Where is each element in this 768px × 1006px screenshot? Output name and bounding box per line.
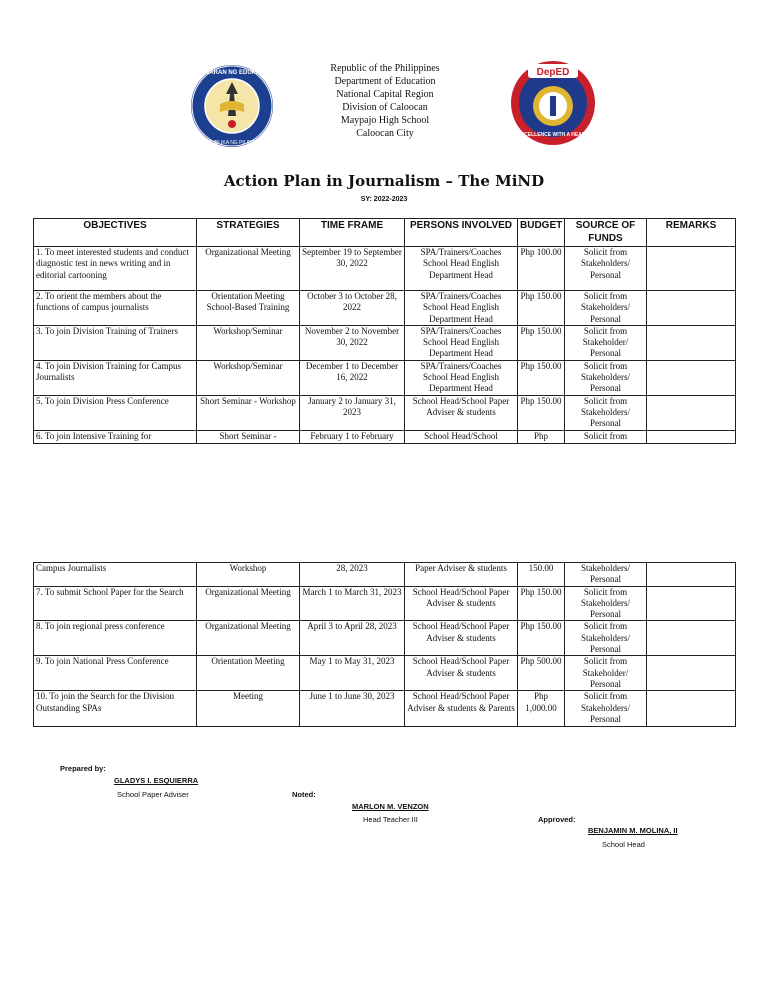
objective-cell: 10. To join the Search for the Division Outstanding SPAs bbox=[34, 691, 197, 727]
time-frame-cell: May 1 to May 31, 2023 bbox=[300, 656, 405, 691]
objective-cell: 2. To orient the members about the functions of campus journalists bbox=[34, 291, 197, 326]
strategy-cell: Orientation Meeting School-Based Training bbox=[197, 291, 300, 326]
noted-title: Head Teacher III bbox=[363, 815, 418, 824]
strategy-cell: Organizational Meeting bbox=[197, 586, 300, 621]
remarks-cell bbox=[647, 291, 736, 326]
objective-cell: 6. To join Intensive Training for bbox=[34, 430, 197, 443]
deped-motto: EXCELLENCE WITH A HEART bbox=[517, 132, 589, 138]
time-frame-cell: February 1 to February bbox=[300, 430, 405, 443]
source-cell: Solicit from Stakeholders/ Personal bbox=[565, 621, 647, 656]
persons-cell: School Head/School Paper Adviser & students & Parents bbox=[405, 691, 518, 727]
strategy-cell: Short Seminar - bbox=[197, 430, 300, 443]
header-line: National Capital Region bbox=[336, 89, 434, 100]
strategy-cell: Workshop bbox=[197, 563, 300, 587]
header-line: Division of Caloocan bbox=[342, 102, 428, 113]
table-row bbox=[34, 656, 736, 691]
remarks-cell bbox=[647, 360, 736, 395]
persons-cell: SPA/Trainers/Coaches School Head English Department Head bbox=[405, 291, 518, 326]
action-plan-table-part1 bbox=[33, 218, 736, 444]
table-row bbox=[34, 360, 736, 395]
table-header-row bbox=[34, 219, 736, 247]
objective-cell: 1. To meet interested students and conduct diagnostic test in news writing and in editorial cartooning bbox=[34, 247, 197, 291]
source-cell: Solicit from bbox=[565, 430, 647, 443]
objective-cell: 4. To join Division Training for Campus Journalists bbox=[34, 360, 197, 395]
persons-cell: School Head/School bbox=[405, 430, 518, 443]
approved-name: BENJAMIN M. MOLINA, II bbox=[588, 826, 678, 835]
source-cell: Solicit from Stakeholders/ Personal bbox=[565, 395, 647, 430]
budget-cell: Php 150.00 bbox=[518, 621, 565, 656]
letterhead bbox=[290, 62, 480, 140]
header-line: Caloocan City bbox=[356, 128, 414, 139]
objective-cell: 3. To join Division Training of Trainers bbox=[34, 325, 197, 360]
source-cell: Solicit from Stakeholders/ Personal bbox=[565, 586, 647, 621]
source-cell: Solicit from Stakeholders/ Personal bbox=[565, 360, 647, 395]
prepared-by-name: GLADYS I. ESQUIERRA bbox=[114, 776, 199, 785]
strategy-cell: Workshop/Seminar bbox=[197, 325, 300, 360]
remarks-cell bbox=[647, 656, 736, 691]
remarks-cell bbox=[647, 247, 736, 291]
time-frame-cell: October 3 to October 28, 2022 bbox=[300, 291, 405, 326]
header-line: Republic of the Philippines bbox=[330, 63, 440, 74]
approved-label: Approved: bbox=[538, 815, 576, 824]
time-frame-cell: November 2 to November 30, 2022 bbox=[300, 325, 405, 360]
remarks-cell bbox=[647, 563, 736, 587]
budget-cell: Php 150.00 bbox=[518, 395, 565, 430]
table-row bbox=[34, 247, 736, 291]
budget-cell: Php 1,000.00 bbox=[518, 691, 565, 727]
strategy-cell: Organizational Meeting bbox=[197, 247, 300, 291]
approved-title: School Head bbox=[602, 840, 645, 849]
noted-name: MARLON M. VENZON bbox=[352, 802, 429, 811]
time-frame-cell: September 19 to September 30, 2022 bbox=[300, 247, 405, 291]
budget-cell: Php 150.00 bbox=[518, 586, 565, 621]
header-source-of-funds: SOURCE OF FUNDS bbox=[565, 219, 647, 247]
school-year: SY: 2022-2023 bbox=[360, 196, 408, 203]
noted-label: Noted: bbox=[292, 790, 316, 799]
budget-cell: 150.00 bbox=[518, 563, 565, 587]
remarks-cell bbox=[647, 325, 736, 360]
persons-cell: SPA/Trainers/Coaches School Head English Department Head bbox=[405, 325, 518, 360]
source-cell: Solicit from Stakeholder/ Personal bbox=[565, 656, 647, 691]
header-objectives: OBJECTIVES bbox=[34, 219, 197, 247]
table-row bbox=[34, 395, 736, 430]
persons-cell: School Head/School Paper Adviser & students bbox=[405, 621, 518, 656]
table-row bbox=[34, 691, 736, 727]
time-frame-cell: April 3 to April 28, 2023 bbox=[300, 621, 405, 656]
budget-cell: Php 100.00 bbox=[518, 247, 565, 291]
deped-school-logo bbox=[510, 60, 596, 146]
seal-text-bottom: REPUBLIKA NG PILIPINAS bbox=[201, 140, 263, 146]
remarks-cell bbox=[647, 395, 736, 430]
header-remarks: REMARKS bbox=[647, 219, 736, 247]
source-cell: Stakeholders/ Personal bbox=[565, 563, 647, 587]
table-row bbox=[34, 291, 736, 326]
header-line: Maypajo High School bbox=[340, 115, 430, 126]
persons-cell: School Head/School Paper Adviser & students bbox=[405, 395, 518, 430]
header-strategies: STRATEGIES bbox=[197, 219, 300, 247]
document-title: Action Plan in Journalism – The MiND bbox=[223, 172, 545, 190]
prepared-by-label: Prepared by: bbox=[60, 764, 106, 773]
action-plan-table-part2 bbox=[33, 562, 736, 727]
strategy-cell: Organizational Meeting bbox=[197, 621, 300, 656]
time-frame-cell: December 1 to December 16, 2022 bbox=[300, 360, 405, 395]
objective-cell: 9. To join National Press Conference bbox=[34, 656, 197, 691]
source-cell: Solicit from Stakeholders/ Personal bbox=[565, 291, 647, 326]
time-frame-cell: January 2 to January 31, 2023 bbox=[300, 395, 405, 430]
header-line: Department of Education bbox=[334, 76, 436, 87]
budget-cell: Php 150.00 bbox=[518, 291, 565, 326]
strategy-cell: Orientation Meeting bbox=[197, 656, 300, 691]
budget-cell: Php bbox=[518, 430, 565, 443]
table-row bbox=[34, 430, 736, 443]
table-row bbox=[34, 586, 736, 621]
table-row bbox=[34, 621, 736, 656]
time-frame-cell: March 1 to March 31, 2023 bbox=[300, 586, 405, 621]
header-persons-involved: PERSONS INVOLVED bbox=[405, 219, 518, 247]
persons-cell: School Head/School Paper Adviser & students bbox=[405, 586, 518, 621]
source-cell: Solicit from Stakeholders/ Personal bbox=[565, 247, 647, 291]
seal-text-top: KAGAWARAN NG EDUKASYON bbox=[190, 70, 274, 76]
strategy-cell: Workshop/Seminar bbox=[197, 360, 300, 395]
deped-logo-text: DepED bbox=[536, 67, 570, 78]
remarks-cell bbox=[647, 586, 736, 621]
remarks-cell bbox=[647, 691, 736, 727]
time-frame-cell: 28, 2023 bbox=[300, 563, 405, 587]
header-budget: BUDGET bbox=[518, 219, 565, 247]
strategy-cell: Short Seminar - Workshop bbox=[197, 395, 300, 430]
budget-cell: Php 150.00 bbox=[518, 360, 565, 395]
objective-cell: 7. To submit School Paper for the Search bbox=[34, 586, 197, 621]
persons-cell: Paper Adviser & students bbox=[405, 563, 518, 587]
deped-seal-logo bbox=[190, 64, 274, 148]
persons-cell: SPA/Trainers/Coaches School Head English Department Head bbox=[405, 360, 518, 395]
time-frame-cell: June 1 to June 30, 2023 bbox=[300, 691, 405, 727]
source-cell: Solicit from Stakeholder/ Personal bbox=[565, 325, 647, 360]
remarks-cell bbox=[647, 621, 736, 656]
source-cell: Solicit from Stakeholders/ Personal bbox=[565, 691, 647, 727]
budget-cell: Php 500.00 bbox=[518, 656, 565, 691]
objective-cell: 5. To join Division Press Conference bbox=[34, 395, 197, 430]
objective-cell: 8. To join regional press conference bbox=[34, 621, 197, 656]
strategy-cell: Meeting bbox=[197, 691, 300, 727]
objective-cell: Campus Journalists bbox=[34, 563, 197, 587]
budget-cell: Php 150.00 bbox=[518, 325, 565, 360]
table-row bbox=[34, 325, 736, 360]
prepared-by-title: School Paper Adviser bbox=[117, 790, 189, 799]
persons-cell: School Head/School Paper Adviser & students bbox=[405, 656, 518, 691]
remarks-cell bbox=[647, 430, 736, 443]
header-time-frame: TIME FRAME bbox=[300, 219, 405, 247]
table-row bbox=[34, 563, 736, 587]
persons-cell: SPA/Trainers/Coaches School Head English Department Head bbox=[405, 247, 518, 291]
